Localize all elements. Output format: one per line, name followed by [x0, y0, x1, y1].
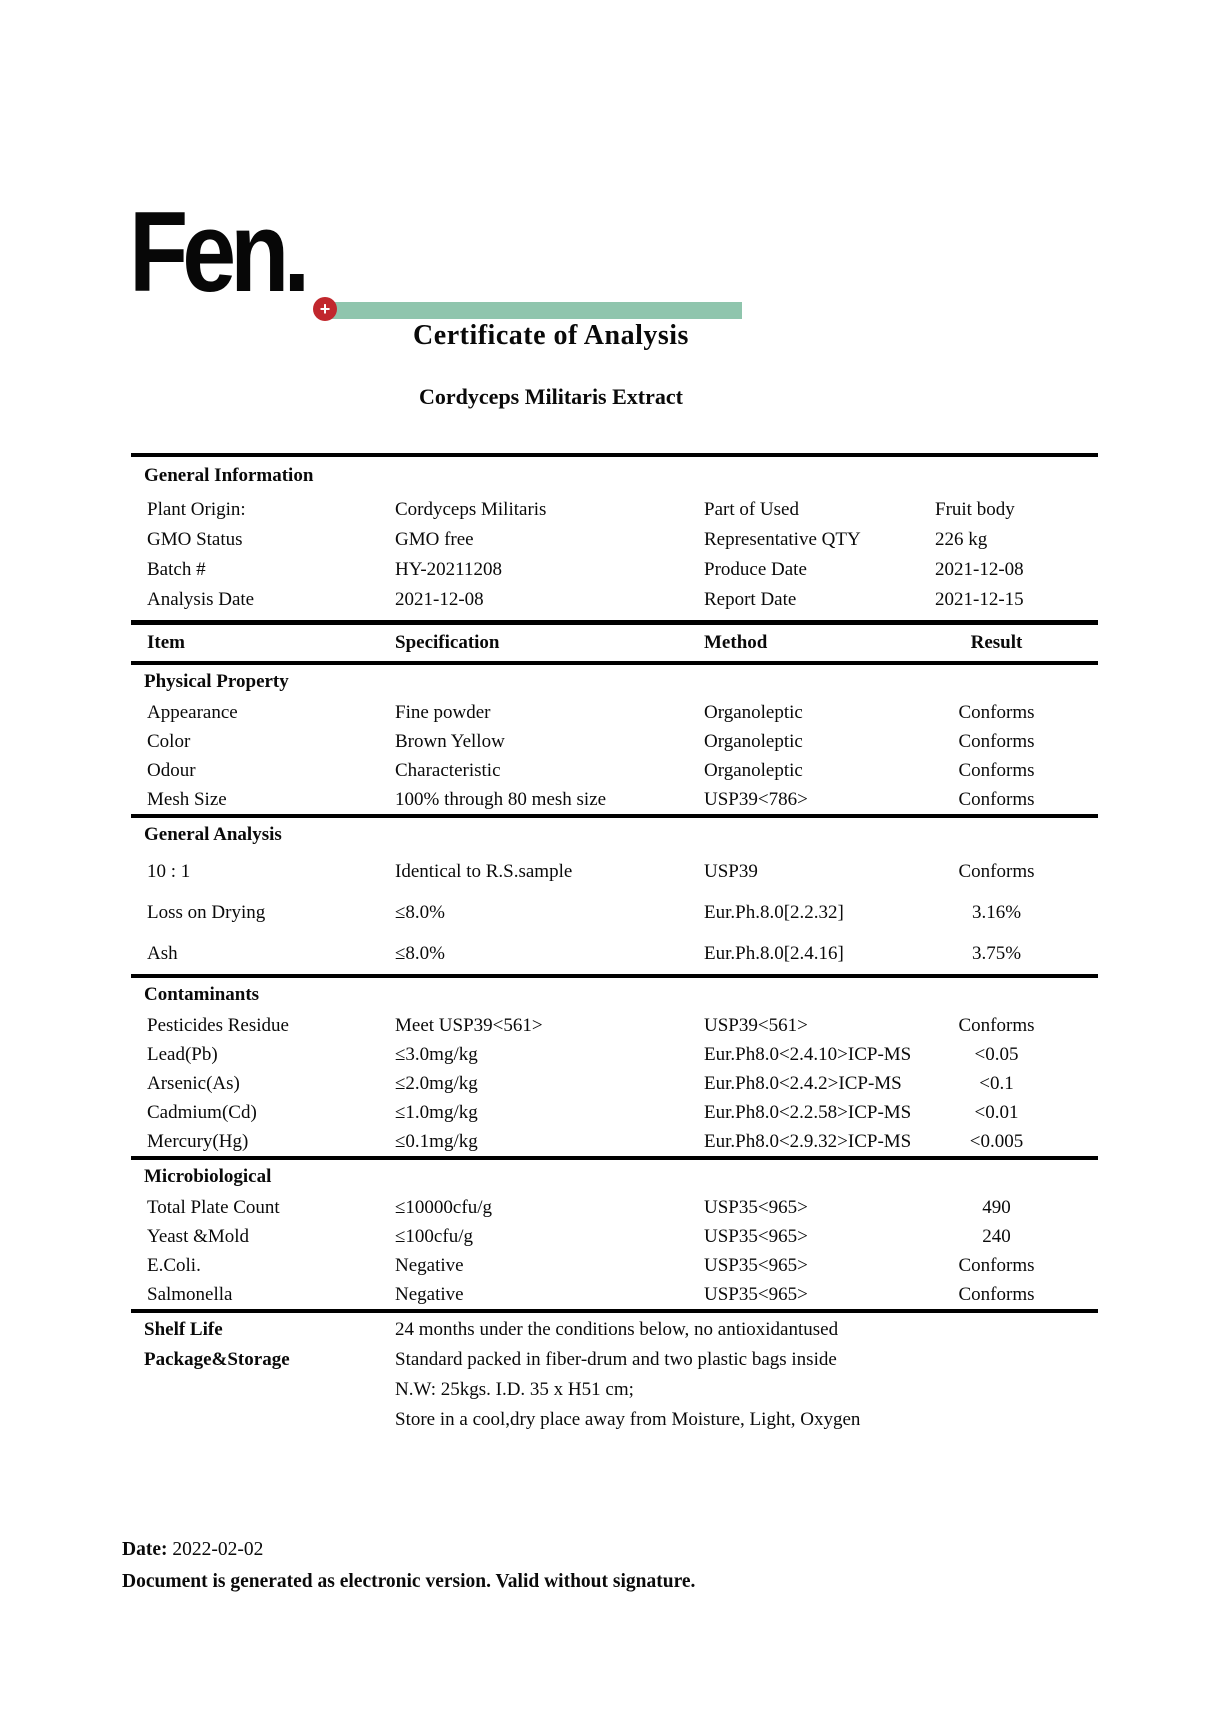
table-cell: Brown Yellow	[395, 730, 505, 752]
section-title-label: General Analysis	[144, 823, 282, 845]
storage-row	[131, 1405, 1098, 1435]
table-cell: Eur.Ph8.0<2.4.10>ICP-MS	[704, 1043, 912, 1065]
date-value: 2022-02-02	[172, 1539, 264, 1560]
table-cell: ≤8.0%	[395, 901, 446, 923]
table-cell: Organoleptic	[704, 759, 803, 781]
table-cell: USP39<786>	[704, 788, 808, 810]
table-cell: 2021-12-08	[395, 589, 484, 610]
table-row	[131, 1011, 1098, 1040]
date-label: Date:	[122, 1539, 168, 1560]
table-cell: Ash	[147, 942, 178, 964]
table-row	[131, 698, 1098, 727]
table-cell: Negative	[395, 1283, 464, 1305]
column-header-method: Method	[704, 632, 768, 653]
storage-text: 24 months under the conditions below, no antioxidantused	[395, 1319, 839, 1340]
storage-block	[131, 1313, 1098, 1435]
table-cell: Appearance	[147, 701, 238, 723]
table-row	[131, 1040, 1098, 1069]
table-cell: Color	[147, 730, 191, 752]
storage-label: Package&Storage	[144, 1349, 290, 1370]
general-information-rows	[131, 495, 1098, 620]
table-cell: Analysis Date	[147, 589, 255, 610]
table-cell: <0.005	[969, 1130, 1024, 1152]
table-row	[131, 1280, 1098, 1309]
table-cell: 2021-12-08	[935, 559, 1024, 580]
table-row	[131, 785, 1098, 814]
table-cell: Meet USP39<561>	[395, 1014, 543, 1036]
table-cell: Fine powder	[395, 701, 491, 723]
table-row	[131, 727, 1098, 756]
table-row	[131, 555, 1098, 585]
storage-label: Shelf Life	[144, 1319, 223, 1340]
table-cell: 226 kg	[935, 529, 988, 550]
table-cell: Conforms	[958, 1254, 1035, 1276]
section-title-label: Microbiological	[144, 1165, 272, 1187]
column-header-item: Item	[147, 632, 185, 653]
table-cell: Cordyceps Militaris	[395, 499, 547, 520]
table-cell: Lead(Pb)	[147, 1043, 218, 1065]
table-cell: Arsenic(As)	[147, 1072, 240, 1094]
table-cell: Pesticides Residue	[147, 1014, 289, 1036]
table-column-header-row	[131, 625, 1098, 661]
table-cell: Negative	[395, 1254, 464, 1276]
table-cell: Eur.Ph8.0<2.2.58>ICP-MS	[704, 1101, 912, 1123]
table-row	[131, 525, 1098, 555]
table-cell: Conforms	[958, 788, 1035, 810]
table-cell: ≤1.0mg/kg	[395, 1101, 478, 1123]
document-title: Certificate of Analysis	[413, 320, 689, 351]
table-row	[131, 585, 1098, 615]
table-cell: 240	[982, 1225, 1011, 1247]
table-row	[131, 1222, 1098, 1251]
table-cell: Conforms	[958, 860, 1035, 882]
section-header-microbiological	[131, 1160, 1098, 1193]
logo-plus-icon: +	[313, 297, 337, 321]
table-cell: Report Date	[704, 589, 797, 610]
section-title-label: Contaminants	[144, 983, 260, 1005]
table-row	[131, 495, 1098, 525]
table-cell: Conforms	[958, 759, 1035, 781]
table-cell: Eur.Ph.8.0[2.4.16]	[704, 942, 844, 964]
table-cell: USP35<965>	[704, 1254, 808, 1276]
table-cell: <0.1	[979, 1072, 1014, 1094]
table-cell: Organoleptic	[704, 730, 803, 752]
section-header-physical-property	[131, 665, 1098, 698]
table-cell: 100% through 80 mesh size	[395, 788, 607, 810]
storage-row	[131, 1345, 1098, 1375]
storage-text: Store in a cool,dry place away from Moisture, Light, Oxygen	[395, 1409, 861, 1430]
table-cell: Cadmium(Cd)	[147, 1101, 257, 1123]
table-cell: Produce Date	[704, 559, 807, 580]
table-cell: USP35<965>	[704, 1225, 808, 1247]
table-cell: Mesh Size	[147, 788, 227, 810]
table-cell: Characteristic	[395, 759, 501, 781]
section-header-general-information	[131, 457, 1098, 495]
storage-text: N.W: 25kgs. I.D. 35 x H51 cm;	[395, 1379, 634, 1400]
table-row	[131, 1193, 1098, 1222]
footer-date-line	[122, 1534, 695, 1566]
table-cell: Conforms	[958, 1014, 1035, 1036]
table-cell: Conforms	[958, 730, 1035, 752]
table-cell: Eur.Ph8.0<2.4.2>ICP-MS	[704, 1072, 902, 1094]
table-cell: Loss on Drying	[147, 901, 266, 923]
table-cell: E.Coli.	[147, 1254, 201, 1276]
table-cell: ≤8.0%	[395, 942, 446, 964]
table-cell: GMO Status	[147, 529, 243, 550]
table-cell: Mercury(Hg)	[147, 1130, 249, 1152]
table-row	[131, 933, 1098, 974]
table-cell: ≤0.1mg/kg	[395, 1130, 478, 1152]
product-name-subtitle: Cordyceps Militaris Extract	[419, 384, 683, 409]
column-header-result: Result	[970, 632, 1023, 653]
table-cell: USP35<965>	[704, 1283, 808, 1305]
column-header-specification: Specification	[395, 632, 500, 653]
section-header-general-analysis	[131, 818, 1098, 851]
table-cell: USP39	[704, 860, 758, 882]
table-cell: USP39<561>	[704, 1014, 808, 1036]
table-row	[131, 1069, 1098, 1098]
table-cell: Salmonella	[147, 1283, 233, 1305]
table-cell: Yeast &Mold	[147, 1225, 250, 1247]
table-cell: <0.05	[974, 1043, 1019, 1065]
logo-underline-bar	[331, 302, 742, 319]
table-row	[131, 892, 1098, 933]
section-title-label: Physical Property	[144, 670, 289, 692]
table-cell: 3.16%	[971, 901, 1022, 923]
table-row	[131, 1251, 1098, 1280]
document-footer	[122, 1534, 695, 1598]
table-cell: 10 : 1	[147, 860, 191, 882]
table-cell: Plant Origin:	[147, 499, 246, 520]
storage-row	[131, 1375, 1098, 1405]
table-cell: Eur.Ph8.0<2.9.32>ICP-MS	[704, 1130, 912, 1152]
table-cell: HY-20211208	[395, 559, 502, 580]
table-cell: Conforms	[958, 701, 1035, 723]
table-cell: Part of Used	[704, 499, 799, 520]
table-cell: Fruit body	[935, 499, 1015, 520]
table-cell: <0.01	[974, 1101, 1019, 1123]
table-cell: USP35<965>	[704, 1196, 808, 1218]
coa-table	[131, 453, 1098, 1435]
table-cell: Total Plate Count	[147, 1196, 280, 1218]
table-cell: GMO free	[395, 529, 474, 550]
table-cell: ≤2.0mg/kg	[395, 1072, 478, 1094]
table-sections	[131, 665, 1098, 1309]
table-cell: Representative QTY	[704, 529, 861, 550]
table-cell: Batch #	[147, 559, 206, 580]
storage-text: Standard packed in fiber-drum and two plastic bags inside	[395, 1349, 837, 1370]
table-row	[131, 1127, 1098, 1156]
table-cell: ≤10000cfu/g	[395, 1196, 492, 1218]
footer-note: Document is generated as electronic version. Valid without signature.	[122, 1571, 696, 1592]
section-title-label: General Information	[144, 465, 314, 486]
table-row	[131, 756, 1098, 785]
table-cell: Eur.Ph.8.0[2.2.32]	[704, 901, 844, 923]
table-cell: ≤3.0mg/kg	[395, 1043, 478, 1065]
table-row	[131, 851, 1098, 892]
table-cell: 2021-12-15	[935, 589, 1024, 610]
storage-row	[131, 1315, 1098, 1345]
section-header-contaminants	[131, 978, 1098, 1011]
table-cell: ≤100cfu/g	[395, 1225, 473, 1247]
table-row	[131, 1098, 1098, 1127]
table-cell: 490	[982, 1196, 1011, 1218]
table-cell: 3.75%	[971, 942, 1022, 964]
table-cell: Conforms	[958, 1283, 1035, 1305]
table-cell: Organoleptic	[704, 701, 803, 723]
table-cell: Identical to R.S.sample	[395, 860, 573, 882]
table-cell: Odour	[147, 759, 196, 781]
company-logo: Fen.	[129, 189, 305, 316]
